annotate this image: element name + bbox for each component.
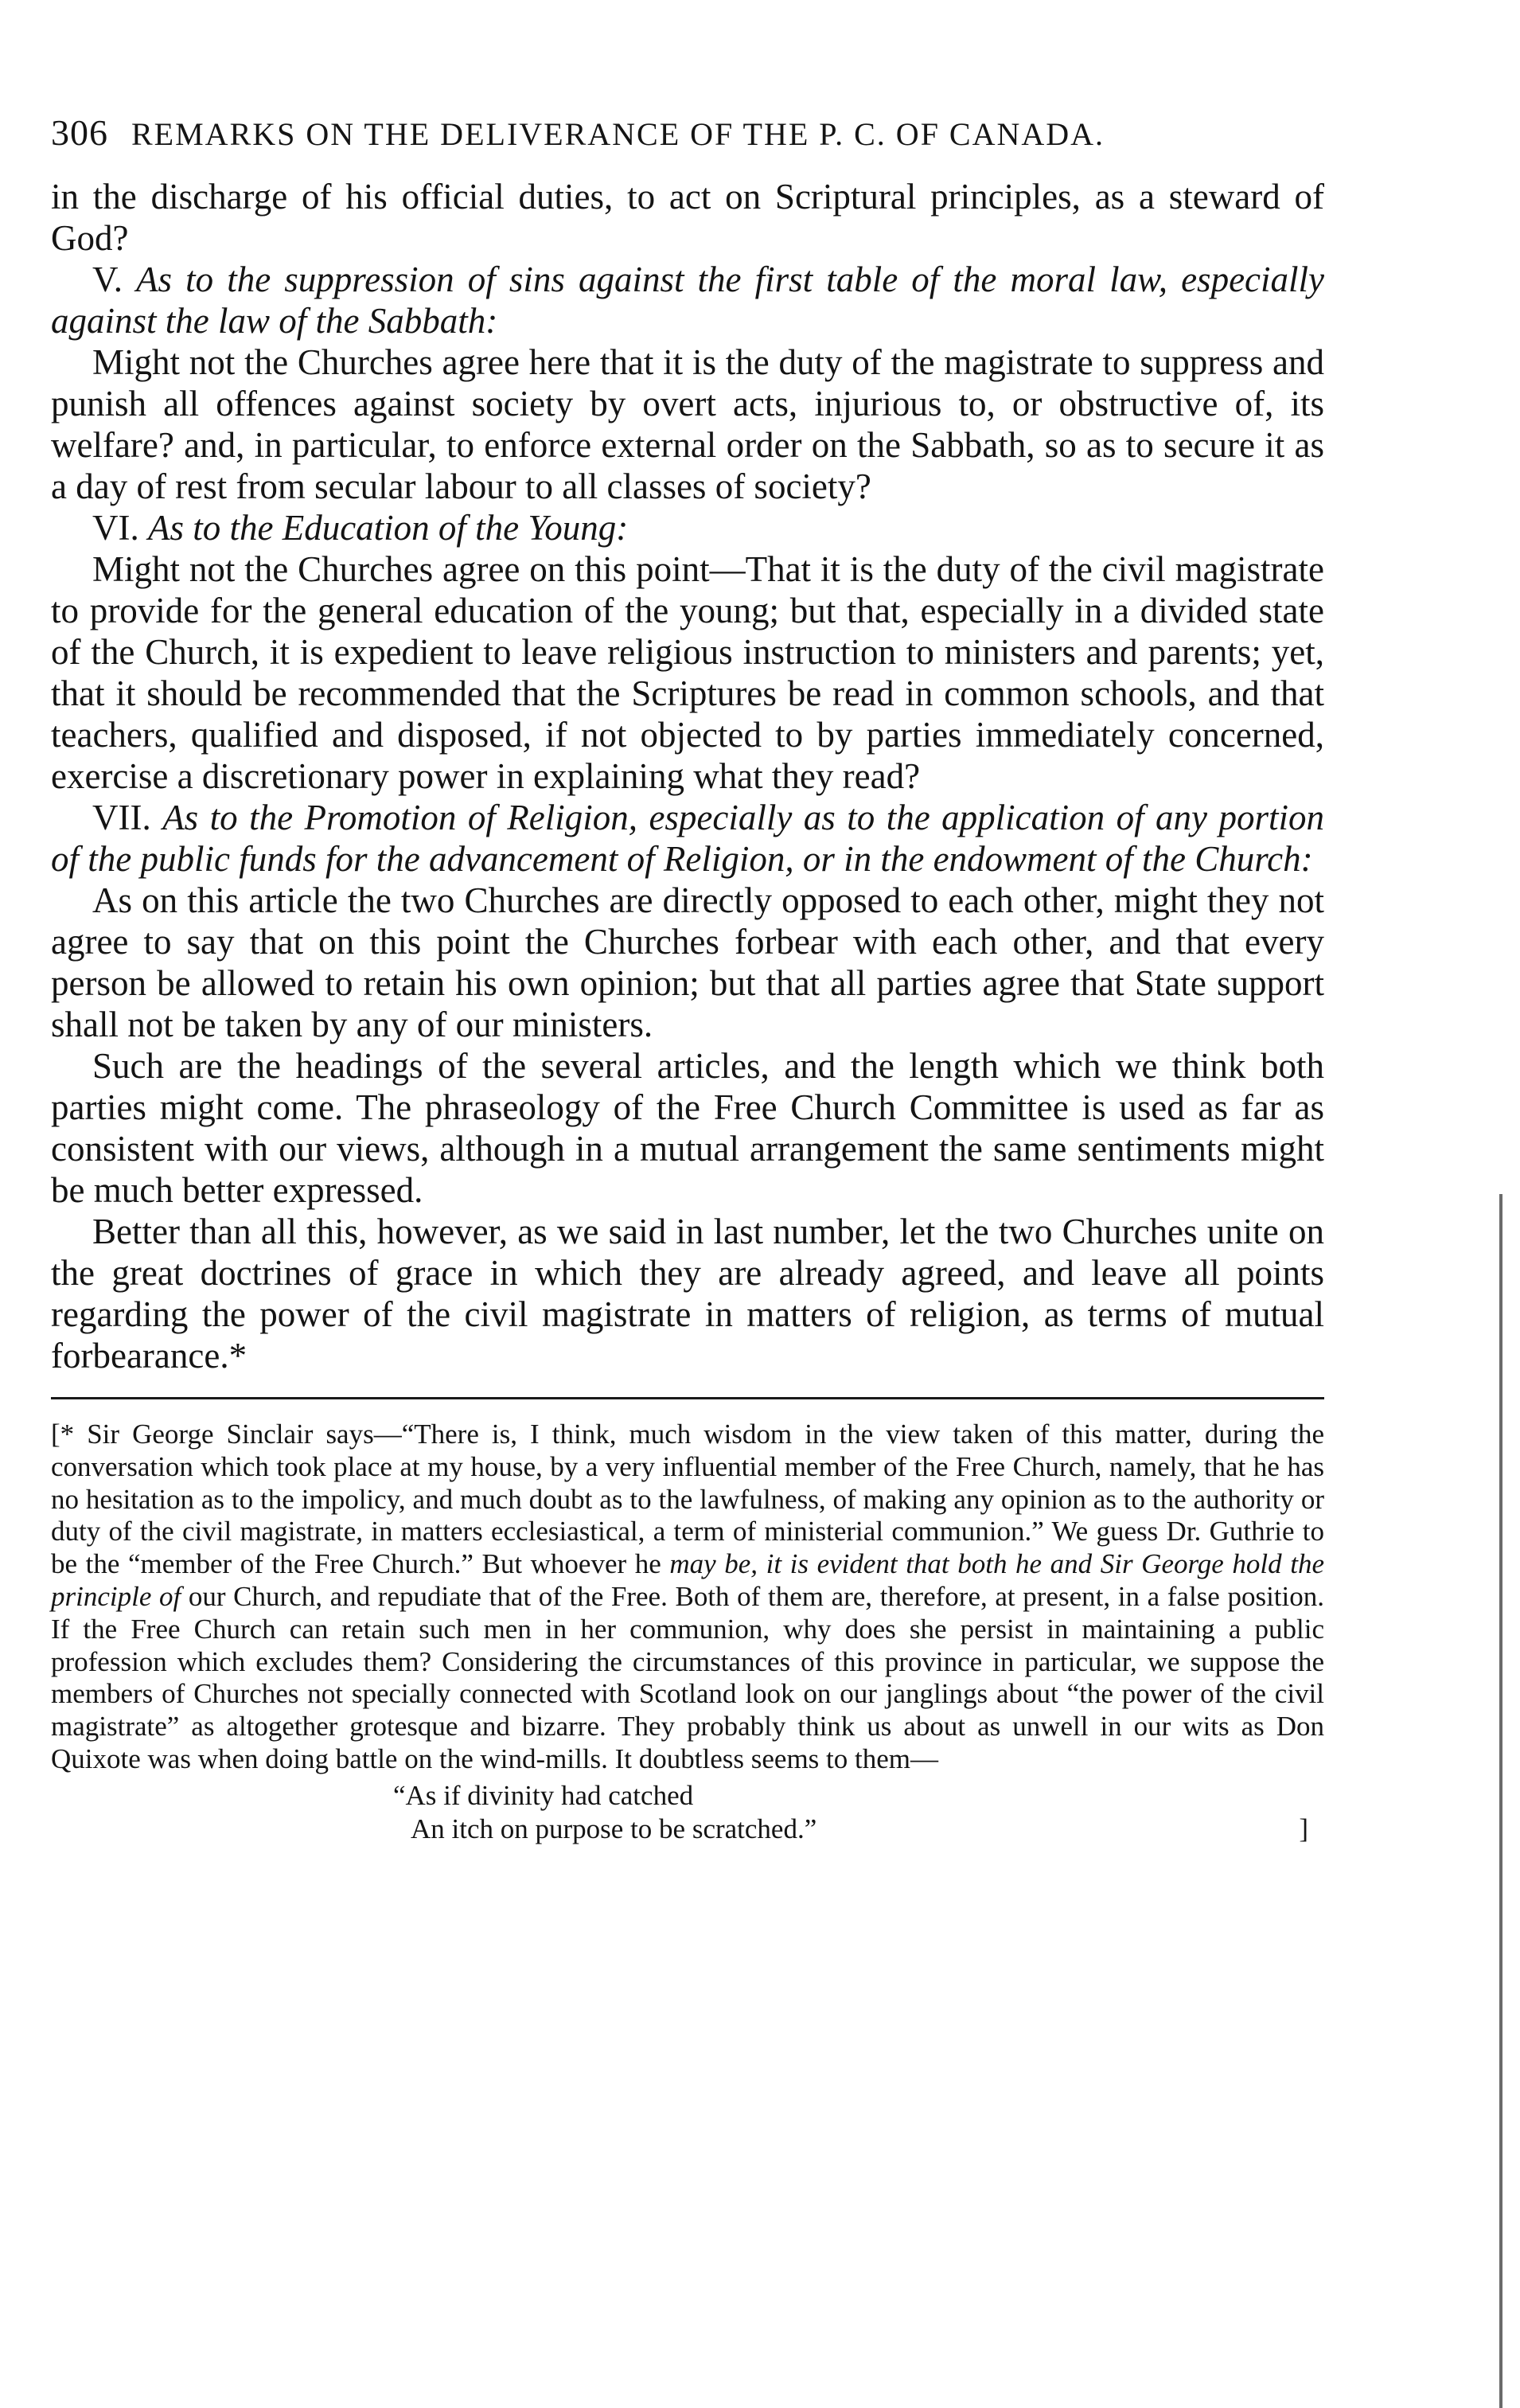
footnote-text	[51, 1419, 1324, 1776]
verse-quote	[393, 1779, 1308, 1846]
running-title: REMARKS ON THE DELIVERANCE OF THE P. C. OF CANADA.	[131, 116, 1105, 152]
paragraph: Such are the headings of the several articles, and the length which we think both parties might come. The phraseology of the Free Church Committee is used as far as consistent with our views, although in a mutual arrangement the same sentiments might be much better expressed.	[51, 1046, 1324, 1210]
paragraph: Better than all this, however, as we said in last number, let the two Churches unite on the great doctrines of grace in which they are already agreed, and leave all points regarding the power of the civil magistrate in matters of religion, as terms of mutual forbearance.*	[51, 1212, 1324, 1376]
article-title: As to the Education of the Young:	[147, 508, 629, 548]
verse-line: An itch on purpose to be scratched.”	[411, 1813, 817, 1844]
paragraph: Might not the Churches agree on this point—That it is the duty of the civil magistrate to provide for the general education of the young; but that, especially in a divided state of the Church, it is expedient to leave religious instruction to ministers and parents; yet, that it should be recommended that the Scriptures be read in common schools, and that teachers, qualified and disposed, if not objected to by parties immediately concerned, exercise a discretionary power in explaining what they read?	[51, 549, 1324, 796]
paragraph: Might not the Churches agree here that it is the duty of the magistrate to suppress and punish all offences against society by overt acts, injurious to, or obstructive of, its welfare? and, in particular, to enforce external order on the Sabbath, so as to secure it as a day of rest from secular labour to all classes of society?	[51, 342, 1324, 506]
article-heading-vi	[51, 507, 1324, 548]
article-number: V.	[92, 260, 123, 299]
article-number: VI.	[92, 508, 139, 548]
page-number: 306	[51, 112, 108, 153]
footnote-italic-text: may be, it is evident that both he and Sir George hold the principle of	[51, 1548, 1324, 1612]
article-title: As to the suppression of sins against the first table of the moral law, especially against the law of the Sabbath:	[51, 260, 1324, 341]
footnote-open-bracket: [*	[51, 1419, 88, 1450]
main-text	[51, 176, 1324, 1376]
running-header	[51, 111, 1324, 154]
document-page	[51, 111, 1324, 1846]
article-heading-vii	[51, 797, 1324, 880]
footnote-divider	[51, 1397, 1324, 1399]
article-title: As to the Promotion of Religion, especially as to the application of any portion of the public funds for the advancement of Religion, or in the endowment of the Church:	[51, 798, 1325, 879]
article-heading-v	[51, 259, 1324, 341]
footnote-text-a: Sir George Sinclair says—“There is, I think, much wisdom in the view taken of this matter, during the conversation which took place at my house, by a very influential member of the Free Church, namely, that he has no hesitation as to the impolicy, and much doubt as to the lawfulness, of making any opinion as to the authority or duty of the civil magistrate, in matters ecclesiastical, a term of ministerial communion.” We guess Dr. Guthrie to be the “member of the Free Church.” But whoever he	[51, 1419, 1325, 1580]
paragraph-continued: in the discharge of his official duties, to act on Scriptural principles, as a steward of God?	[51, 177, 1324, 258]
article-number: VII.	[92, 798, 151, 837]
footnote	[51, 1419, 1324, 1846]
footnote-text-b: our Church, and repudiate that of the Free. Both of them are, therefore, at present, in a false position. If the Free Church can retain such men in her communion, why does she persist in maintaining a public profession which excludes them? Considering the circumstances of this province in particular, we suppose the members of Churches not specially connected with Scotland look on our janglings about “the power of the civil magistrate” as altogether grotesque and bizarre. They probably think us about as unwell in our wits as Don Quixote was when doing battle on the wind-mills. It doubtless seems to them—	[51, 1580, 1324, 1774]
page-edge-line	[1499, 1194, 1502, 2408]
footnote-close-bracket: ]	[1299, 1813, 1308, 1844]
verse-line: “As if divinity had catched	[393, 1779, 694, 1811]
paragraph: As on this article the two Churches are directly opposed to each other, might they not agree to say that on this point the Churches forbear with each other, and that every person be allowed to retain his own opinion; but that all parties agree that State support shall not be taken by any of our ministers.	[51, 880, 1324, 1044]
